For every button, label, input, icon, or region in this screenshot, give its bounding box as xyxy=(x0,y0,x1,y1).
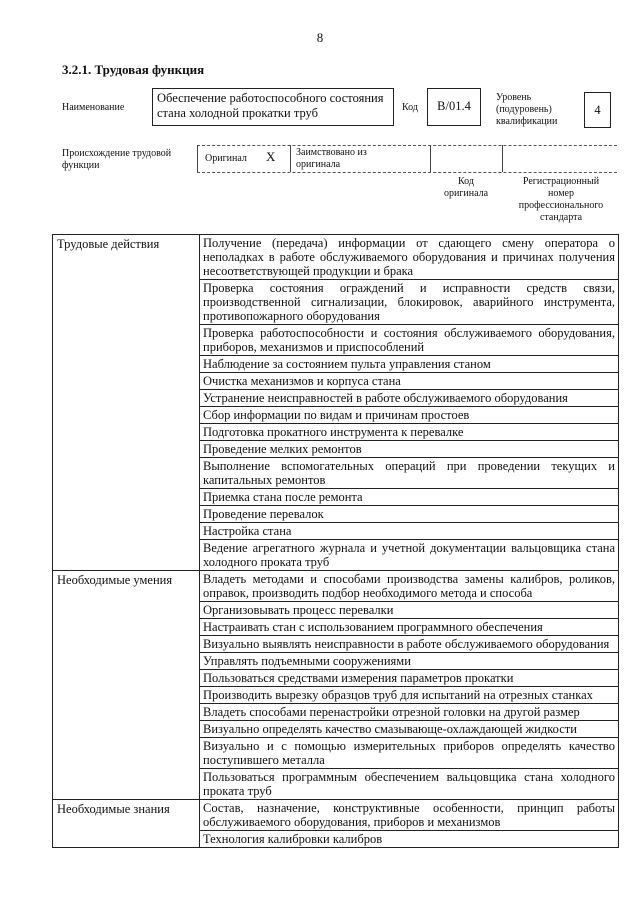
actions-row xyxy=(53,235,619,571)
level-label xyxy=(496,92,557,128)
origin-top-line xyxy=(197,145,617,146)
borrowed-label xyxy=(296,147,367,171)
list-item: Пользоваться средствами измерения параметров прокатки xyxy=(200,670,618,687)
list-item: Проверка состояния ограждений и исправности средств связи, производственной сигнализации, блокировок, аварийного инструмента, противопожарного оборудования xyxy=(200,280,618,325)
list-item: Визуально и с помощью измерительных приборов определять качество поступившего металла xyxy=(200,738,618,769)
page-number: 8 xyxy=(316,30,324,45)
list-item: Получение (передача) информации от сдающего смену оператора о неполадках в работе обслуживаемого оборудования и причинах получения несоответствующей продукции и брака xyxy=(200,235,618,280)
code-original-line2: оригинала xyxy=(443,188,489,199)
list-item: Подготовка прокатного инструмента к перевалке xyxy=(200,424,618,441)
function-name-box xyxy=(152,88,394,126)
reg-line2: номер xyxy=(548,188,574,199)
level-label-line3: квалификации xyxy=(496,116,558,127)
code-label: Код xyxy=(402,102,418,113)
skills-label: Необходимые умения xyxy=(53,571,200,800)
function-name-line1: Обеспечение работоспособного состояния xyxy=(157,91,384,105)
level-value: 4 xyxy=(584,92,611,128)
list-item: Визуально определять качество смазывающе-охлаждающей жидкости xyxy=(200,721,618,738)
list-item: Сбор информации по видам и причинам простоев xyxy=(200,407,618,424)
actions-list xyxy=(200,235,619,571)
list-item: Проверка работоспособности и состояния обслуживаемого оборудования, приборов, механизмов и приспособлений xyxy=(200,325,618,356)
list-item: Состав, назначение, конструктивные особенности, принцип работы обслуживаемого оборудования, приборов и механизмов xyxy=(200,800,618,831)
reg-line1: Регистрационный xyxy=(522,176,600,187)
list-item: Проведение мелких ремонтов xyxy=(200,441,618,458)
level-label-line1: Уровень xyxy=(496,92,532,103)
origin-divider-4 xyxy=(502,145,503,172)
list-item: Очистка механизмов и корпуса стана xyxy=(200,373,618,390)
list-item: Настройка стана xyxy=(200,523,618,540)
code-value: B/01.4 xyxy=(427,88,481,126)
name-label: Наименование xyxy=(62,102,125,113)
knowledge-list xyxy=(200,800,619,848)
list-item: Управлять подъемными сооружениями xyxy=(200,653,618,670)
reg-line4: стандарта xyxy=(539,212,583,223)
list-item: Владеть методами и способами производства замены калибров, роликов, оправок, производить подбор необходимого метода и способа xyxy=(200,571,618,602)
registration-caption xyxy=(505,176,617,224)
level-label-line2: (подуровень) xyxy=(496,104,552,115)
list-item: Владеть способами перенастройки отрезной головки на другой размер xyxy=(200,704,618,721)
actions-label: Трудовые действия xyxy=(53,235,200,571)
origin-divider-3 xyxy=(430,145,431,172)
borrowed-label-line2: оригинала xyxy=(296,159,341,170)
origin-label-line2: функции xyxy=(62,160,100,171)
code-original-caption xyxy=(430,176,502,200)
skills-list xyxy=(200,571,619,800)
list-item: Организовывать процесс перевалки xyxy=(200,602,618,619)
origin-divider-2 xyxy=(290,145,291,172)
list-item: Производить вырезку образцов труб для испытаний на отрезных станках xyxy=(200,687,618,704)
reg-line3: профессионального xyxy=(518,200,604,211)
list-item: Приемка стана после ремонта xyxy=(200,489,618,506)
origin-label-line1: Происхождение трудовой xyxy=(62,148,172,159)
list-item: Наблюдение за состоянием пульта управления станом xyxy=(200,356,618,373)
borrowed-label-line1: Заимствовано из xyxy=(296,147,367,158)
knowledge-row xyxy=(53,800,619,848)
list-item: Технология калибровки калибров xyxy=(203,832,383,846)
list-item: Пользоваться программным обеспечением вальцовщика стана холодного проката труб xyxy=(203,770,615,798)
section-heading: 3.2.1. Трудовая функция xyxy=(62,62,205,77)
list-item: Настраивать стан с использованием программного обеспечения xyxy=(200,619,618,636)
code-original-line1: Код xyxy=(458,176,474,187)
list-item: Визуально выявлять неисправности в работе обслуживаемого оборудования xyxy=(200,636,618,653)
origin-bottom-line xyxy=(197,172,617,173)
list-item: Устранение неисправностей в работе обслуживаемого оборудования xyxy=(200,390,618,407)
function-name-line2: стана холодной прокатки труб xyxy=(157,106,318,120)
list-item: Выполнение вспомогательных операций при проведении текущих и капитальных ремонтов xyxy=(200,458,618,489)
list-item: Ведение агрегатного журнала и учетной документации вальцовщика стана холодного проката труб xyxy=(203,541,615,569)
knowledge-label: Необходимые знания xyxy=(53,800,200,848)
original-label: Оригинал xyxy=(205,153,247,164)
list-item: Проведение перевалок xyxy=(200,506,618,523)
skills-row xyxy=(53,571,619,800)
origin-divider-1 xyxy=(197,145,198,172)
original-mark: X xyxy=(266,149,276,164)
origin-label xyxy=(62,148,171,172)
function-table xyxy=(52,234,619,848)
